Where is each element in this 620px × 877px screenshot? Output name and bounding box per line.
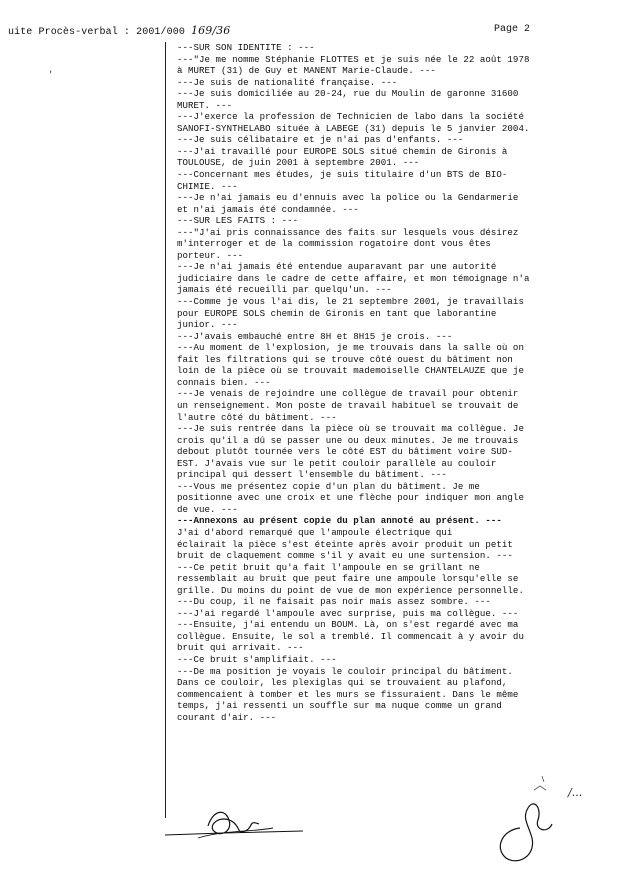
text-line: l'autre côté du bâtiment. --- [177, 411, 337, 423]
signature-right [482, 768, 602, 868]
text-line: commencaient à tomber et les murs se fissuraient. Dans le même [177, 688, 519, 700]
text-line: junior. --- [177, 319, 238, 331]
text-line: ---J'exerce la profession de Technicien de labo dans la société [177, 111, 524, 123]
text-line: ---De ma position je voyais le couloir principal du bâtiment. [177, 665, 513, 677]
text-line: ---J'avais embauché entre 8H et 8H15 je crois. --- [177, 330, 453, 342]
text-line: ---SUR LES FAITS : --- [177, 215, 299, 227]
text-line: ---Vous me présentez copie d'un plan du bâtiment. Je me [177, 480, 480, 492]
text-line: collègue. Ensuite, le sol a tremblé. Il commencait à y avoir du [177, 630, 524, 642]
page-number: Page 2 [494, 24, 531, 35]
text-line: ---Je n'ai jamais eu d'ennuis avec la police ou la Gendarmerie [177, 192, 519, 204]
text-line: Dans ce couloir, les plexiglas qui se trouvaient au plafond, [177, 677, 508, 689]
text-line: m'interroger et de la commission rogatoire dont vous êtes [177, 238, 491, 250]
text-line: temps, j'ai ressenti un souffle sur ma nuque comme un grand [177, 700, 502, 712]
margin-rule [165, 42, 166, 818]
text-line: ---Je suis célibataire et je n'ai pas d'enfants. --- [177, 134, 464, 146]
text-line: ---Concernant mes études, je suis titulaire d'un BTS de BIO- [177, 169, 508, 181]
text-line: ---Je venais de rejoindre une collègue de travail pour obtenir [177, 388, 519, 400]
text-line: ---Je suis de nationalité française. --- [177, 76, 398, 88]
handwritten-reference: 169/36 [191, 24, 231, 37]
text-line: pour EUROPE SOLS chemin de Gironis en tant que laborantine [177, 307, 497, 319]
document-header [8, 24, 230, 38]
text-line: et n'ai jamais été condamnée. --- [177, 203, 359, 215]
text-line: TOULOUSE, de juin 2001 à septembre 2001. --- [177, 157, 420, 169]
text-line: ---J'ai regardé l'ampoule avec surprise, puis ma collègue. --- [177, 607, 519, 619]
text-line: loin de la pièce où se trouvait mademoiselle CHANTELAUZE que je [177, 365, 524, 377]
text-line: positionne avec une croix et une flèche pour indiquer mon angle [177, 492, 524, 504]
text-line: ---Ce petit bruit qu'a fait l'ampoule en se grillant ne [177, 561, 480, 573]
text-line: ---Ensuite, j'ai entendu un BOUM. Là, on s'est regardé avec ma [177, 619, 519, 631]
text-line: ---Du coup, il ne faisait pas noir mais assez sombre. --- [177, 596, 491, 608]
text-line: J'ai d'abord remarqué que l'ampoule électrique qui [177, 526, 453, 538]
text-line: ---Au moment de l'explosion, je me trouvais dans la salle où on [177, 342, 524, 354]
header-title: uite Procès-verbal : 2001/000 [8, 27, 185, 38]
text-line: ---Comme je vous l'ai dis, le 21 septembre 2001, je travaillais [177, 296, 524, 308]
text-line: ---"Je me nomme Stéphanie FLOTTES et je suis née le 22 août 1978 [177, 53, 530, 65]
text-line: ---"J'ai pris connaissance des faits sur lesquels vous désirez [177, 226, 519, 238]
signature-annotation: /... [568, 786, 583, 799]
text-line: ---Ce bruit s'amplifiait. --- [177, 653, 337, 665]
margin-mark: ' [48, 70, 54, 80]
text-line: fait les filtrations qui se trouve côté ouest du bâtiment non [177, 353, 513, 365]
text-line: MURET. --- [177, 99, 233, 111]
text-line: un renseignement. Mon poste de travail habituel se trouvait de [177, 399, 519, 411]
text-line: jamais été recueilli par quelqu'un. --- [177, 284, 392, 296]
text-line: ressemblait au bruit que peut faire une ampoule lorsqu'elle se [177, 573, 519, 585]
text-line: ---Je suis rentrée dans la pièce où se trouvait ma collègue. Je [177, 423, 524, 435]
text-line: SANOFI-SYNTHELABO située à LABEGE (31) depuis le 5 janvier 2004. [177, 122, 530, 134]
text-line: ---Je n'ai jamais été entendue auparavant par une autorité [177, 261, 497, 273]
text-line: EST. J'avais vue sur le petit couloir parallèle au couloir [177, 457, 497, 469]
text-line: bruit de claquement comme s'il y avait eu une surtension. --- [177, 550, 513, 562]
text-line: ---Annexons au présent copie du plan annoté au présent. --- [177, 515, 502, 527]
text-line: ---SUR SON IDENTITE : --- [177, 42, 315, 53]
text-line: éclairait la pièce s'est éteinte après avoir produit un petit [177, 538, 513, 550]
text-line: bruit qui arrivait. --- [177, 642, 304, 654]
text-line: de vue. --- [177, 503, 238, 515]
statement-body [177, 42, 609, 723]
text-line: judiciaire dans le cadre de cette affaire, et mon témoignage n'a [177, 272, 530, 284]
signature-left [163, 800, 308, 850]
text-line: ---Je suis domiciliée au 20-24, rue du Moulin de garonne 31600 [177, 88, 519, 100]
text-line: à MURET (31) de Guy et MANENT Marie-Claude. --- [177, 65, 436, 77]
text-line: principal qui dessert l'ensemble du bâtiment. --- [177, 469, 447, 481]
text-line: porteur. --- [177, 249, 244, 261]
text-line: grille. Du moins du point de vue de mon expérience personnelle. [177, 584, 524, 596]
text-line: debout plutôt tournée vers le côté EST du bâtiment voire SUD- [177, 446, 513, 458]
text-line: crois qu'il a dû se passer une ou deux minutes. Je me trouvais [177, 434, 519, 446]
text-line: courant d'air. --- [177, 711, 277, 723]
text-line: ---J'ai travaillé pour EUROPE SOLS situé chemin de Gironis à [177, 145, 508, 157]
text-line: CHIMIE. --- [177, 180, 238, 192]
text-line: connais bien. --- [177, 376, 271, 388]
